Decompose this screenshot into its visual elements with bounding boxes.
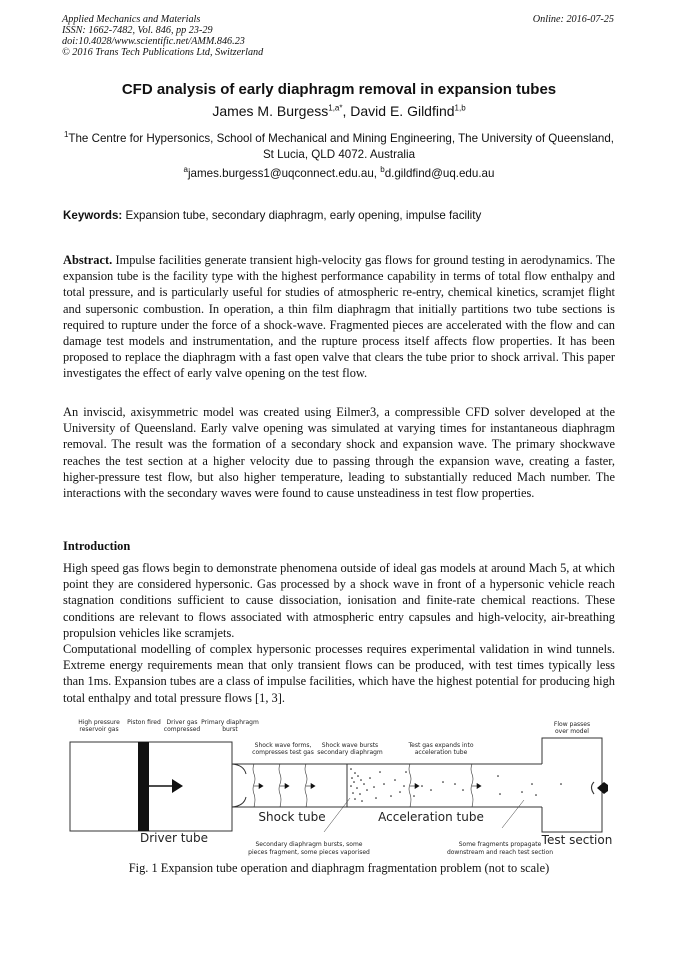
label-fragments-note: downstream and reach test section — [446, 849, 554, 856]
abstract-text: Impulse facilities generate transient high-velocity gas flows for ground testing in aerodynamics. The expansion tube is the facility type with the highest performance capability in terms of total flow enthalpy and total pressure, and is particularly useful for studies of atmospheric re-entry, chemical kinetics, scramjet flight and supersonic combustion. In operation, a thin film diaphragm that initially partitions two tube sections is required to rupture under the force of a shock-wave. Fragmented pieces are accelerated with the flow and can damage test models and instrumentation, and the rupture process itself affects flow properties. It has been proposed to replace the diaphragm with a fast open valve that clears the tube prior to shock arrival. This paper investigates the effect of early valve opening on the test flow. — [63, 253, 615, 381]
affiliation-sup: 1 — [63, 130, 69, 140]
emails — [0, 167, 678, 180]
journal-name: Applied Mechanics and Materials — [62, 14, 201, 25]
keywords-label: Keywords: — [63, 209, 123, 222]
label-bursts: Shock wave bursts — [321, 742, 379, 749]
intro-paragraph-1: High speed gas flows begin to demonstrate phenomena outside of ideal gas models at around Mach 5, at which point they are considered hypersonic. Gas processed by a shock wave in front of a hypersonic vehicle reach stagnation conditions sufficient to cause dissociation, ionisation and finite-rate chemical reactions. These conditions are relevant to flows associated with atmospheric entry capsules and high-velocity, air-breathing propulsion vehicles like scramjets. — [63, 561, 615, 640]
author-sup: 1,b — [454, 103, 466, 113]
label-primary-diaphragm: Primary diaphragm — [201, 719, 259, 726]
affiliation — [62, 131, 616, 163]
piston — [138, 742, 149, 831]
abstract-paragraph-2: An inviscid, axisymmetric model was created using Eilmer3, a compressible CFD solver developed at the University of Queensland. Early valve opening was simulated at varying times for instantaneous diaphragm removal. The result was the formation of a secondary shock and expansion wave. The primary shockwave reaches the test section at a higher velocity due to passing through the expansion wave, creating a faster, higher-pressure test flow, but also higher temperature, leading to substantially reduced Mach number. The interactions with the secondary waves were found to cause unsteadiness in test flow properties. — [63, 405, 615, 501]
label-primary-diaphragm: burst — [222, 726, 238, 733]
abstract-paragraph — [63, 252, 615, 382]
keywords-text: Expansion tube, secondary diaphragm, early opening, impulse facility — [122, 209, 482, 222]
label-acceleration-tube: Acceleration tube — [378, 810, 484, 824]
label-driver-tube: Driver tube — [139, 831, 209, 845]
paper-title: CFD analysis of early diaphragm removal in expansion tubes — [121, 81, 557, 98]
email-link[interactable]: d.gildfind@uq.edu.au — [384, 167, 495, 180]
journal-issn: ISSN: 1662-7482, Vol. 846, pp 23-29 — [62, 25, 213, 36]
label-shock-forms: compresses test gas — [252, 749, 314, 756]
label-fragments-note: Some fragments propagate — [458, 841, 542, 848]
author-separator: , — [342, 103, 351, 119]
figure-caption: Fig. 1 Expansion tube operation and diaphragm fragmentation problem (not to scale) — [128, 861, 550, 875]
label-flow-passes: over model — [555, 728, 589, 735]
label-flow-passes: Flow passes — [553, 721, 591, 728]
abstract-label: Abstract. — [63, 253, 113, 267]
label-reservoir: High pressure — [78, 719, 120, 726]
journal-info — [62, 14, 263, 58]
label-driver-gas: compressed — [163, 726, 201, 733]
affiliation-text: The Centre for Hypersonics, School of Mechanical and Mining Engineering, The University of Queensland, St Lucia, QLD 4072. Australia — [68, 132, 615, 161]
label-reservoir: reservoir gas — [79, 726, 119, 733]
label-shock-tube: Shock tube — [258, 810, 326, 824]
keywords — [63, 209, 481, 222]
label-test-section: Test section — [541, 833, 613, 847]
label-driver-gas: Driver gas — [166, 719, 198, 726]
email-sup: b — [380, 165, 385, 175]
email-sup: a — [183, 165, 188, 175]
label-bursts: secondary diaphragm — [317, 749, 383, 756]
author-name: James M. Burgess — [212, 103, 329, 119]
author-name: David E. Gildfind — [350, 103, 455, 119]
authors — [0, 103, 678, 119]
label-expands: Test gas expands into — [408, 742, 474, 749]
expansion-tube-figure — [62, 716, 622, 864]
journal-copyright: © 2016 Trans Tech Publications Ltd, Switzerland — [62, 47, 264, 58]
section-heading-introduction: Introduction — [63, 539, 131, 553]
label-secondary-note: pieces fragment, some pieces vaporised — [248, 849, 370, 856]
email-separator: , — [373, 167, 381, 180]
test-model — [597, 782, 608, 794]
intro-paragraph-2: Computational modelling of complex hypersonic processes requires experimental validation in wind tunnels. Extreme energy requirements mean that only transient flows can be produced, with test times typically less than 1ms. Expansion tubes are a class of impulse facilities, which have the highest potential for producing high total enthalpy and total pressure flows [1, 3]. — [63, 642, 615, 705]
label-piston: Piston fired — [127, 719, 161, 726]
journal-doi: doi:10.4028/www.scientific.net/AMM.846.23 — [62, 36, 245, 47]
label-expands: acceleration tube — [414, 749, 468, 756]
email-link[interactable]: james.burgess1@uqconnect.edu.au — [187, 167, 374, 180]
author-sup: 1,a* — [328, 103, 343, 113]
label-secondary-note: Secondary diaphragm bursts, some — [255, 841, 363, 848]
label-shock-forms: Shock wave forms, — [254, 742, 312, 749]
online-date: Online: 2016-07-25 — [532, 14, 614, 25]
